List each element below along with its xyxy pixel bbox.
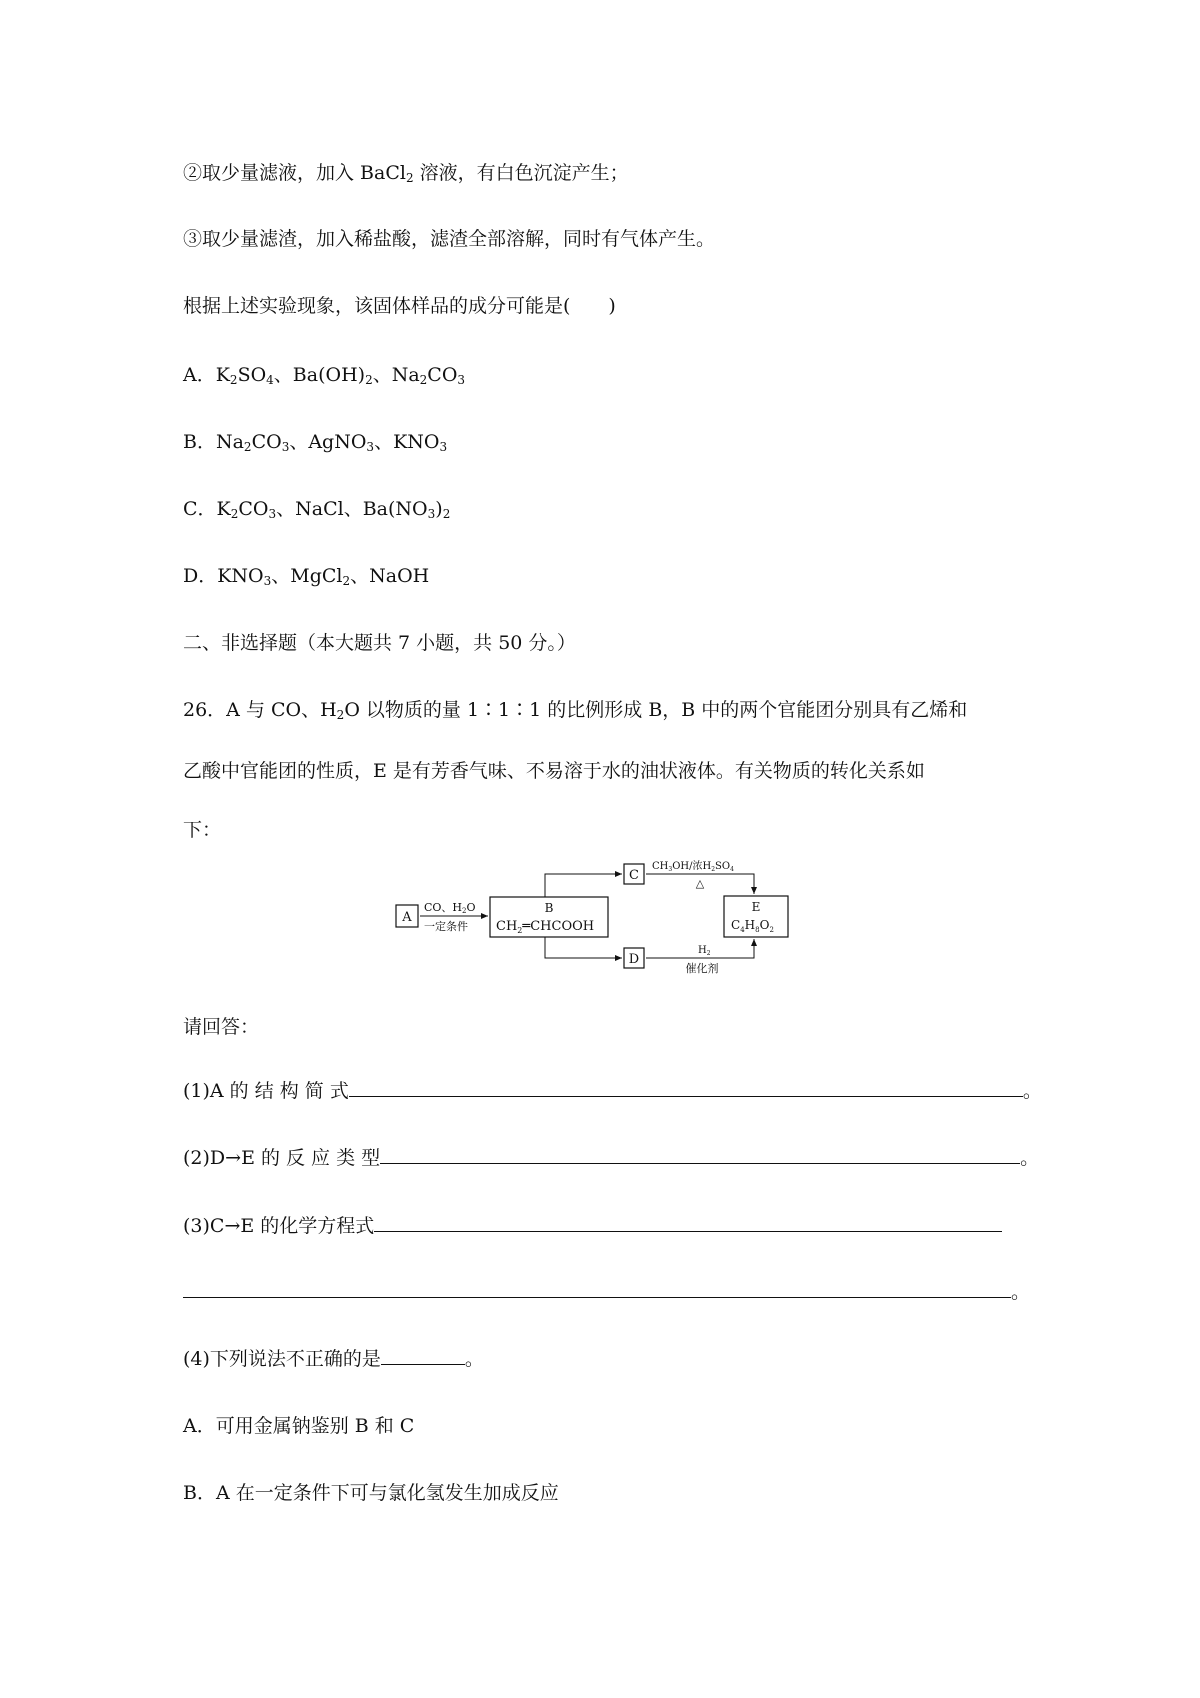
arrow-c-e-condition: △ <box>695 877 705 890</box>
answer-blank-3a[interactable] <box>374 1213 1002 1232</box>
section-title: 二、非选择题（本大题共 7 小题，共 50 分。） <box>183 632 576 654</box>
item-3: ③取少量滤渣，加入稀盐酸，滤渣全部溶解，同时有气体产生。 <box>183 228 716 250</box>
q26-line-3: 下： <box>183 819 222 841</box>
item-2: ②取少量滤液，加入 BaCl$_2$ 溶液，有白色沉淀产生； <box>183 162 629 185</box>
arrow-b-d <box>545 937 622 958</box>
question-prompt: 根据上述实验现象，该固体样品的成分可能是( ) <box>183 295 616 317</box>
part-1: (1)A 的 结 构 简 式 。 <box>183 1080 1042 1102</box>
answer-blank-1[interactable] <box>349 1078 1023 1097</box>
arrow-d-e-reagent: $H_2$ <box>698 945 711 957</box>
arrow-d-e-condition: 催化剂 <box>685 962 719 975</box>
option-a: A．$K_2SO_4$、$Ba(OH)_2$、$Na_2CO_3$ <box>183 364 466 387</box>
answer-blank-4[interactable] <box>381 1346 465 1365</box>
arrow-a-b-condition: 一定条件 <box>424 920 468 933</box>
arrow-b-c <box>545 874 622 897</box>
option-c: C．$K_2CO_3$、NaCl、$Ba(NO_3)_2$ <box>183 498 451 521</box>
arrow-c-e-reagent: $CH_3OH/$浓$H_2SO_4$ <box>652 861 734 873</box>
box-d-label: D <box>628 952 640 967</box>
answer-prompt: 请回答： <box>183 1016 260 1038</box>
part-3-cont: 。 <box>183 1279 1030 1305</box>
part-3: (3)C→E 的化学方程式 <box>183 1213 1002 1239</box>
part-4: (4)下列说法不正确的是 。 <box>183 1348 484 1370</box>
part-4-option-b: B．A 在一定条件下可与氯化氢发生加成反应 <box>183 1482 559 1504</box>
box-e-formula: $C_4H_8O_2$ <box>731 918 774 934</box>
box-c-label: C <box>629 868 639 883</box>
part-4-option-a: A．可用金属钠鉴别 B 和 C <box>183 1415 415 1437</box>
answer-blank-2[interactable] <box>380 1145 1020 1164</box>
part-2: (2)D→E 的 反 应 类 型 。 <box>183 1147 1040 1169</box>
option-d: D．$KNO_3$、MgCl$_2$、NaOH <box>183 565 430 588</box>
reaction-scheme <box>390 855 830 975</box>
box-a-label: A <box>402 910 412 925</box>
arrow-a-b-reagent: CO、H2O <box>424 901 476 915</box>
q26-line-1: 26．A 与 CO、$H_2O$ 以物质的量 1∶1∶1 的比例形成 B，B 中的两个官能团分别具有乙烯和 <box>183 699 968 722</box>
option-b: B．$Na_2CO_3$、AgNO$_3$、$KNO_3$ <box>183 431 448 454</box>
box-e-label: E <box>751 900 761 914</box>
box-b-formula: $CH_2═CHCOOH$ <box>496 919 595 935</box>
box-b-label: B <box>544 901 554 915</box>
answer-blank-3b[interactable] <box>183 1279 1011 1298</box>
q26-line-2: 乙酸中官能团的性质，E 是有芳香气味、不易溶于水的油状液体。有关物质的转化关系如 <box>183 760 925 782</box>
